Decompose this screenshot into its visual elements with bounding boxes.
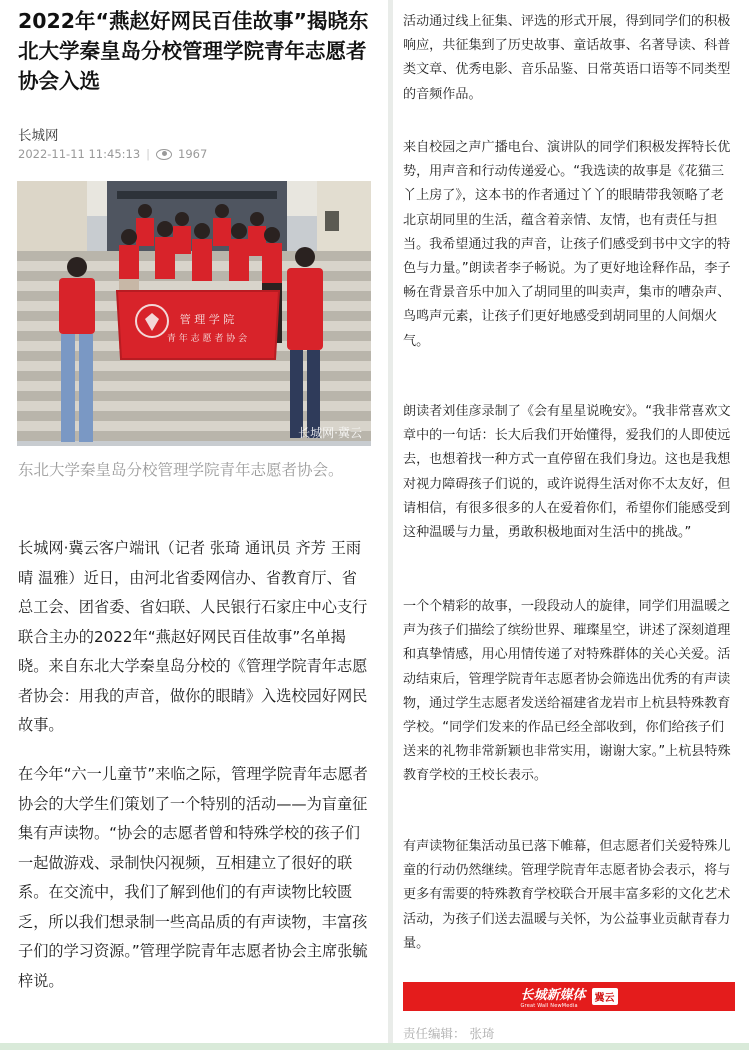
footer-seal: 冀云 [592,988,618,1005]
photo-watermark: 长城网·冀云 [298,426,362,440]
right-paragraph-2: 来自校园之声广播电台、演讲队的同学们积极发挥特长优势，用声音和行动传递爱心。“我选读的故事是《花猫三丫上房了》，这本书的作者通过丫丫的眼睛带我领略了老北京胡同里的生活，蕴含着亲情、友情，也有责任与担当。我希望通过我的声音，让孩子们感受到书中文字的特色与力量。”朗读者李子畅说。为了更好地诠释作品，李子畅在背景音乐中加入了胡同里的叫卖声，集市的嘈杂声、鸟鸣声元素，让孩子们更好地感受到胡同里的人间烟火气。 [403,140,731,349]
meta-separator: | [146,147,151,161]
bottom-strip [0,1043,749,1050]
footer-brand-name: 长城新媒体 [520,988,586,1003]
photo-caption: 东北大学秦皇岛分校管理学院青年志愿者协会。 [18,461,344,479]
photo-banner-line2: 青 年 志 愿 者 协 会 [166,334,248,344]
right-paragraph-4: 一个个精彩的故事，一段段动人的旋律，同学们用温暖之声为孩子们描绘了缤纷世界、璀璨星空，讲述了深刻道理和真挚情感，用心用情传递了对特殊群体的关心关爱。活动结束后，管理学院青年志愿者协会筛选出优秀的有声读物，通过学生志愿者发送给福建省龙岩市上杭县特殊教育学校。“同学们发来的作品已经全部收到，你们给孩子们送来的礼物非常新颖也非常实用，谢谢大家。”上杭县特殊教育学校的王校长表示。 [403,599,731,784]
view-count: 1967 [178,147,208,161]
publish-datetime: 2022-11-11 11:45:13 [18,147,141,161]
left-paragraph-2: 在今年“六一儿童节”来临之际，管理学院青年志愿者协会的大学生们策划了一个特别的活动——为盲童征集有声读物。“协会的志愿者曾和特殊学校的孩子们一起做游戏、录制快闪视频，互相建立了很好的联系。在交流中，我们了解到他们的有声读物比较匮乏，所以我们想录制一些高品质的有声读物，丰富孩子们的学习资源。”管理学院青年志愿者协会主席张毓梓说。 [18,765,368,990]
article-source[interactable]: 长城网 [18,128,59,144]
right-paragraph-5: 有声读物征集活动虽已落下帷幕，但志愿者们关爱特殊儿童的行动仍然继续。管理学院青年志愿者协会表示，将与更多有需要的特殊教育学校联合开展丰富多彩的文化艺术活动，为孩子们送去温暖与关怀，为公益事业贡献青春力量。 [403,839,731,951]
right-paragraph-3: 朗读者刘佳彦录制了《会有星星说晚安》。“我非常喜欢文章中的一句话：长大后我们开始懂得，爱我们的人即使远去，也想着找一种方式一直停留在我们身边。这也是我想对视力障碍孩子们说的，或许说得生活对你不太友好，但请相信，有很多很多的人在爱着你们，希望你们能感受到这种温暖与力量，勇敢积极地面对生活中的挑战。” [403,404,731,541]
right-paragraph-1: 活动通过线上征集、评选的形式开展，得到同学们的积极响应，共征集到了历史故事、童话故事、名著导读、科普类文章、优秀电影、音乐品鉴、日常英语口语等不同类型的音频作品。 [403,14,731,102]
article-title: 2022年“燕赵好网民百佳故事”揭晓东北大学秦皇岛分校管理学院青年志愿者协会入选 [18,9,369,93]
article-meta [18,147,207,161]
eye-icon [156,149,172,160]
footer-brand [520,984,585,1009]
footer-brand-sub: Great Wall NewMedia [520,1003,578,1009]
responsible-editor: 责任编辑： 张琦 [403,1026,495,1041]
left-paragraph-1: 长城网·冀云客户端讯（记者 张琦 通讯员 齐芳 王雨晴 温雅）近日，由河北省委网信办、省教育厅、省总工会、团省委、省妇联、人民银行石家庄中心支行联合主办的2022年“燕赵好网民百佳故事”名单揭晓。来自东北大学秦皇岛分校的《管理学院青年志愿者协会：用我的声音，做你的眼睛》入选校园好网民故事。 [18,539,368,734]
photo-banner-line1: 管 理 学 院 [179,313,235,326]
article-photo[interactable] [17,181,371,446]
footer-banner[interactable] [403,982,735,1011]
